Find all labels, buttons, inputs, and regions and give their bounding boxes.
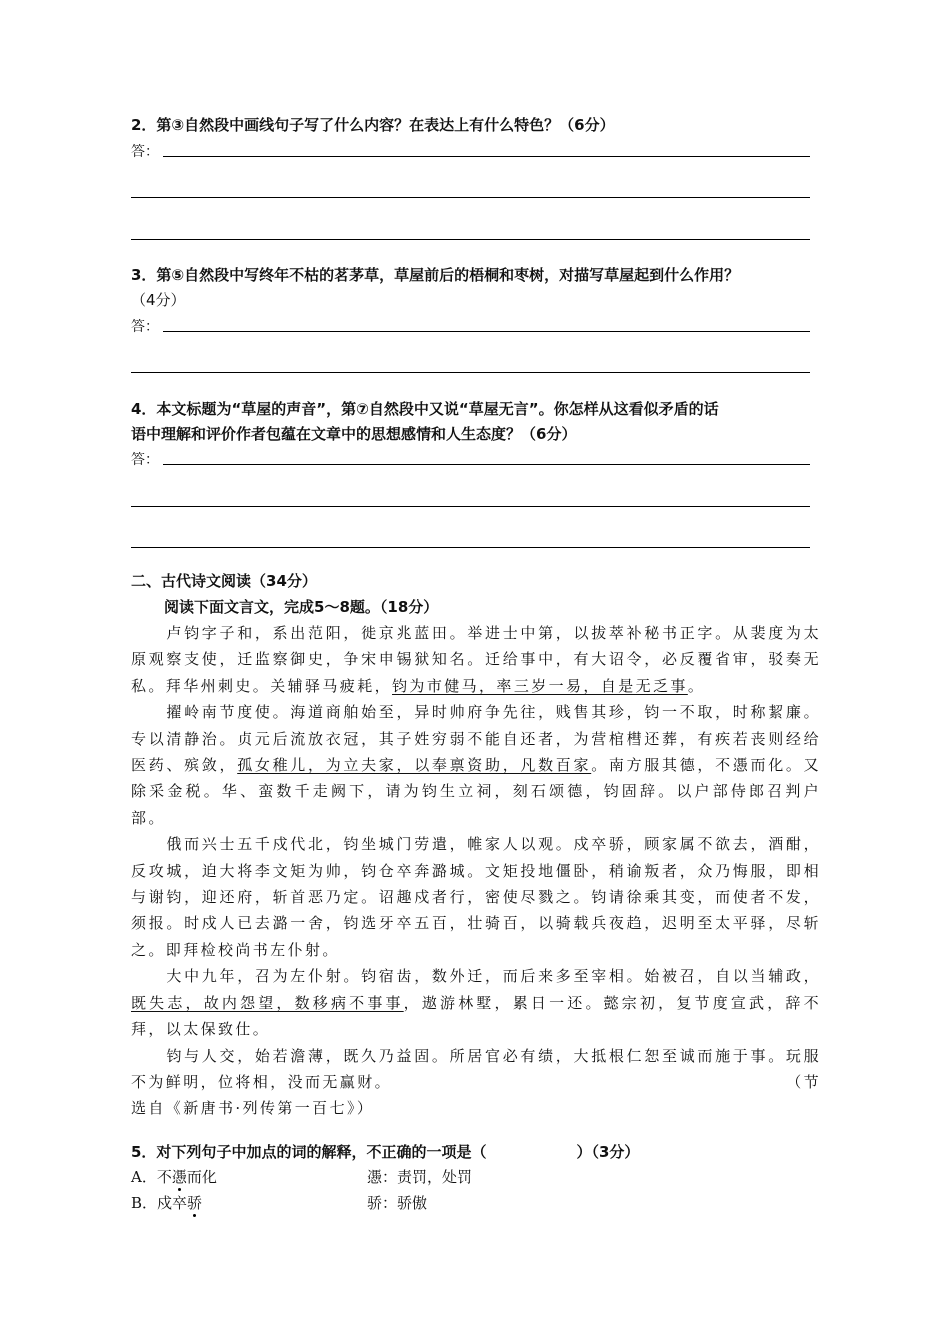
question-4-line-1: 4．本文标题为“草屋的声音”，第⑦自然段中又说“草屋无言”。你怎样从这看似矛盾的话 [131,400,719,418]
dotted-word: 骄 [187,1194,203,1212]
passage [131,620,821,1122]
passage-paragraph-1 [131,620,821,699]
passage-paragraph-2 [131,699,821,831]
answer-line[interactable] [131,547,810,548]
passage-text: 。南方服其德，不慿而化。又除采金税。华、蛮数千走阙下，请为钧生立祠，刻石颂德，钧固辞。以户部侍郎召判户部。 [131,756,821,827]
passage-text: 擢岭南节度使。海道商舶始至，异时帅府争先往，贱售其珍，钧一不取，时称絜廉。专以清静治。贞元后流放衣冠，其子姓穷弱不能自还者，为营棺槥还葬，有疾若丧则经给医药、殡敛， [131,703,821,775]
passage-paragraph-3: 俄而兴士五千戍代北，钧坐城门劳遣，帷家人以观。戍卒骄，顾家属不欲去，酒酣，反攻城，迫大将李文矩为帅，钧仓卒奔潞城。文矩投地僵卧，稍谕叛者，众乃悔服，即相与谢钧，迎还府，斩首恶乃定。诏趣戍者行，密使尽戮之。钧请徐乘其变，而使者不发，须报。时戍人已去潞一舍，钧选牙卒五百，壮骑百，以骑载兵夜趋，迟明至太平驿，尽斩之。即拜检校尚书左仆射。 [131,835,821,959]
answer-line[interactable] [163,156,810,157]
option-text: A．不 [131,1168,172,1186]
underlined-sentence: 钧为市健马，率三岁一易，自是无乏事 [392,676,688,695]
section-heading: 二、古代诗文阅读（34分） [131,572,317,590]
answer-line[interactable] [131,239,810,240]
question-3-line-2: （4分） [131,291,186,309]
source-note: （节 [786,1072,821,1091]
answer-label-q2: 答： [131,144,159,160]
answer-label-q4: 答： [131,452,159,468]
passage-paragraph-4 [131,963,821,1042]
option-b[interactable] [131,1192,202,1213]
source-citation: 选自《新唐书·列传第一百七》） [131,1099,375,1118]
question-5: 5．对下列句子中加点的词的解释，不正确的一项是（ ）（3分） [131,1143,640,1161]
section-subheading: 阅读下面文言文，完成5～8题。（18分） [164,598,439,616]
underlined-sentence: 既失志，故内怨望，数移病不事事 [131,993,404,1012]
question-3-line-1: 3．第⑤自然段中写终年不枯的茗茅草，草屋前后的梧桐和枣树，对描写草屋起到什么作用？ [131,266,740,284]
passage-paragraph-5 [131,1043,821,1096]
passage-text: 。 [687,676,706,695]
option-text: B．戍卒 [131,1194,188,1212]
passage-text: 卢钧字子和，系出范阳，徙京兆蓝田。举进士中第，以拔萃补秘书正字。从裴度为太原观察支使，迁监察御史，争宋申锡狱知名。迁给事中，有大诏令，必反覆省审，驳奏无私。拜华州刺史。关辅驿马疲耗， [131,624,821,695]
option-text: 而化 [186,1168,217,1186]
option-a-gloss: 慿：责罚，处罚 [367,1168,473,1186]
option-b-gloss: 骄：骄傲 [367,1194,428,1212]
question-2: 2．第③自然段中画线句子写了什么内容？在表达上有什么特色？（6分） [131,116,615,134]
dotted-word: 慿 [171,1168,187,1186]
answer-line[interactable] [131,372,810,373]
answer-line[interactable] [131,506,810,507]
answer-line[interactable] [163,464,810,465]
passage-text: ，遨游林墅，累日一还。懿宗初，复节度宣武，辞不拜，以太保致仕。 [131,993,821,1039]
option-a[interactable] [131,1166,217,1187]
passage-text: 大中九年，召为左仆射。钧宿齿，数外迁，而后来多至宰相。始被召，自以当辅政， [131,967,821,986]
answer-label-q3: 答： [131,319,159,335]
underlined-sentence: 孤女稚儿，为立夫家，以奉禀资助，凡数百家 [237,756,592,775]
passage-text: 钧与人交，始若澹薄，既久乃益固。所居官必有绩，大抵根仁恕至诚而施于事。玩服不为鲜明，位将相，没而无赢财。 [131,1046,821,1091]
answer-line[interactable] [163,331,810,332]
question-4-line-2: 语中理解和评价作者包蕴在文章中的思想感情和人生态度？（6分） [131,425,577,443]
answer-line[interactable] [131,197,810,198]
